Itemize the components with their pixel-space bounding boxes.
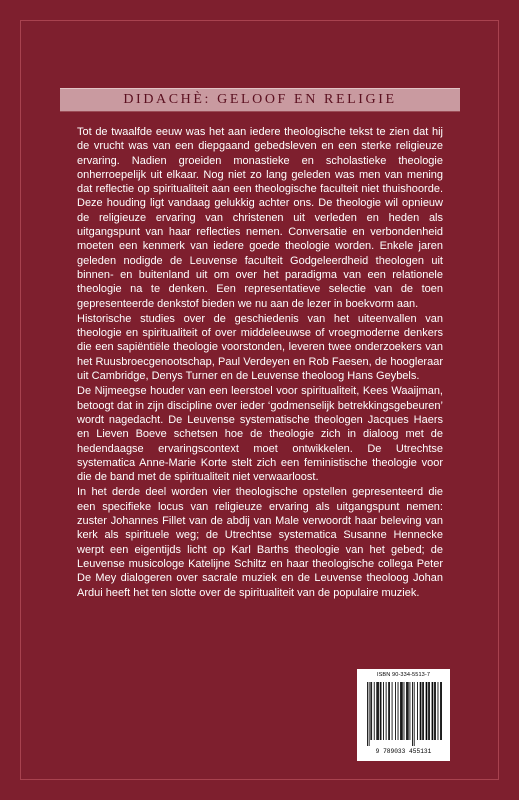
barcode-bar xyxy=(426,682,427,740)
blurb-paragraph-4: In het derde deel worden vier theologische opstellen gepresenteerd die een specifieke locus van religieuze ervaring als uitgangspunt nemen: zuster Johannes Fillet van de abdij van Male verwoordt haar beleving van kerk als spirituele weg; de Utrechtse systematica Susanne Hennecke werpt een eigentijds licht op Karl Barths theologie van het gebed; de Leuvense musicologe Katelijne Schiltz en haar theologische collega Peter De Mey dialogeren over sacrale muziek en de Leuvense theoloog Johan Ardui heeft het ten slotte over de spiritualiteit van de populaire muziek. xyxy=(77,486,443,599)
blurb-text xyxy=(77,125,443,601)
series-banner xyxy=(60,88,460,112)
barcode-bar xyxy=(428,682,429,740)
barcode-bar xyxy=(417,682,418,740)
barcode-bar xyxy=(388,682,389,740)
barcode-bar xyxy=(404,682,405,740)
barcode-bar xyxy=(380,682,381,740)
barcode-bar xyxy=(438,682,439,740)
barcode-number: 9 789033 455131 xyxy=(375,748,432,755)
barcode-bar xyxy=(441,682,442,740)
barcode-bar xyxy=(440,682,441,740)
barcode-bar xyxy=(395,682,396,740)
barcode-bar xyxy=(410,682,411,740)
blurb-paragraph-1: Tot de twaalfde eeuw was het aan iedere theologische tekst te zien dat hij de vrucht was van een diepgaand gebedsleven en een sterke religieuze ervaring. Nadien groeiden monastieke en scholastieke theologie onherroepelijk uit elkaar. Nog niet zo lang geleden was men van mening dat reflectie op spiritualiteit aan een theologische faculteit niet thuishoorde. Deze houding ligt vandaag gelukkig achter ons. De theologie wil opnieuw de religieuze ervaring van christenen uit verleden en heden als uitgangspunt van haar reflecties nemen. Conversatie en verbondenheid moeten een kenmerk van iedere goede theologie worden. Enkele jaren geleden nodigde de Leuvense faculteit Godgeleerdheid theologen uit binnen- en buitenland uit om over het paradigma van een relationele theologie na te denken. Een representatieve selectie van de toen gepresenteerde denkstof bieden we nu aan de lezer in boekvorm aan. xyxy=(77,126,443,310)
barcode-bar xyxy=(420,682,421,740)
barcode-bar xyxy=(421,682,422,740)
barcode-bar xyxy=(406,682,407,740)
barcode-bar xyxy=(374,682,375,740)
barcode-bar xyxy=(402,682,403,740)
barcode-bar xyxy=(369,682,370,746)
barcode-image xyxy=(365,682,442,746)
barcode-bar xyxy=(432,682,433,740)
barcode-bar xyxy=(429,682,430,740)
barcode-bar xyxy=(414,682,415,746)
barcode-bar xyxy=(371,682,372,740)
isbn-barcode-box xyxy=(357,669,450,761)
barcode-bar xyxy=(434,682,435,740)
barcode-bar xyxy=(435,682,436,740)
blurb-paragraph-2: Historische studies over de geschiedenis van het uiteenvallen van theologie en spiritualiteit of over middeleeuwse of vroegmoderne denkers die een sapiëntiële theologie voorstonden, leveren twee onderzoekers van het Ruusbroecgenootschap, Paul Verdeyen en Rob Faesen, de hoogleraar uit Cambridge, Denys Turner en de Leuvense theoloog Hans Geybels. xyxy=(77,312,443,383)
barcode-bar xyxy=(400,682,401,740)
barcode-bar xyxy=(427,682,428,740)
barcode-bar xyxy=(407,682,408,740)
isbn-label: ISBN 90-334-5513-7 xyxy=(376,672,431,678)
barcode-bar xyxy=(392,682,393,740)
blurb-paragraph-3: De Nijmeegse houder van een leerstoel voor spiritualiteit, Kees Waaijman, betoogt dat in zijn discipline over ieder ‘godmenselijk betrekkingsgebeuren’ wordt nagedacht. De Leuvense systematische theologen Jacques Haers en Lieven Boeve schetsen hoe de theologie zich in dialoog met de hedendaagse ervaringscontext moet ontwikkelen. De Utrechtse systematica Anne-Marie Korte stelt zich een feministische theologie voor die de band met de spiritualiteit niet verwaarloost. xyxy=(77,385,443,484)
barcode-bar xyxy=(367,682,368,746)
barcode-bar xyxy=(370,682,371,740)
barcode-bar xyxy=(412,682,413,746)
barcode-bar xyxy=(422,682,423,740)
series-title: DIDACHÈ: GELOOF EN RELIGIE xyxy=(123,92,397,107)
barcode-bar xyxy=(377,682,378,740)
barcode-bar xyxy=(383,682,384,740)
barcode-bar xyxy=(386,682,387,740)
barcode-bar xyxy=(432,682,433,740)
barcode-bar xyxy=(376,682,377,740)
barcode-bar xyxy=(381,682,382,740)
barcode-bar xyxy=(423,682,424,740)
barcode-bar xyxy=(408,682,409,740)
barcode-bar xyxy=(389,682,390,740)
barcode-bar xyxy=(401,682,402,740)
barcode-bar xyxy=(378,682,379,740)
barcode-bar xyxy=(398,682,399,740)
